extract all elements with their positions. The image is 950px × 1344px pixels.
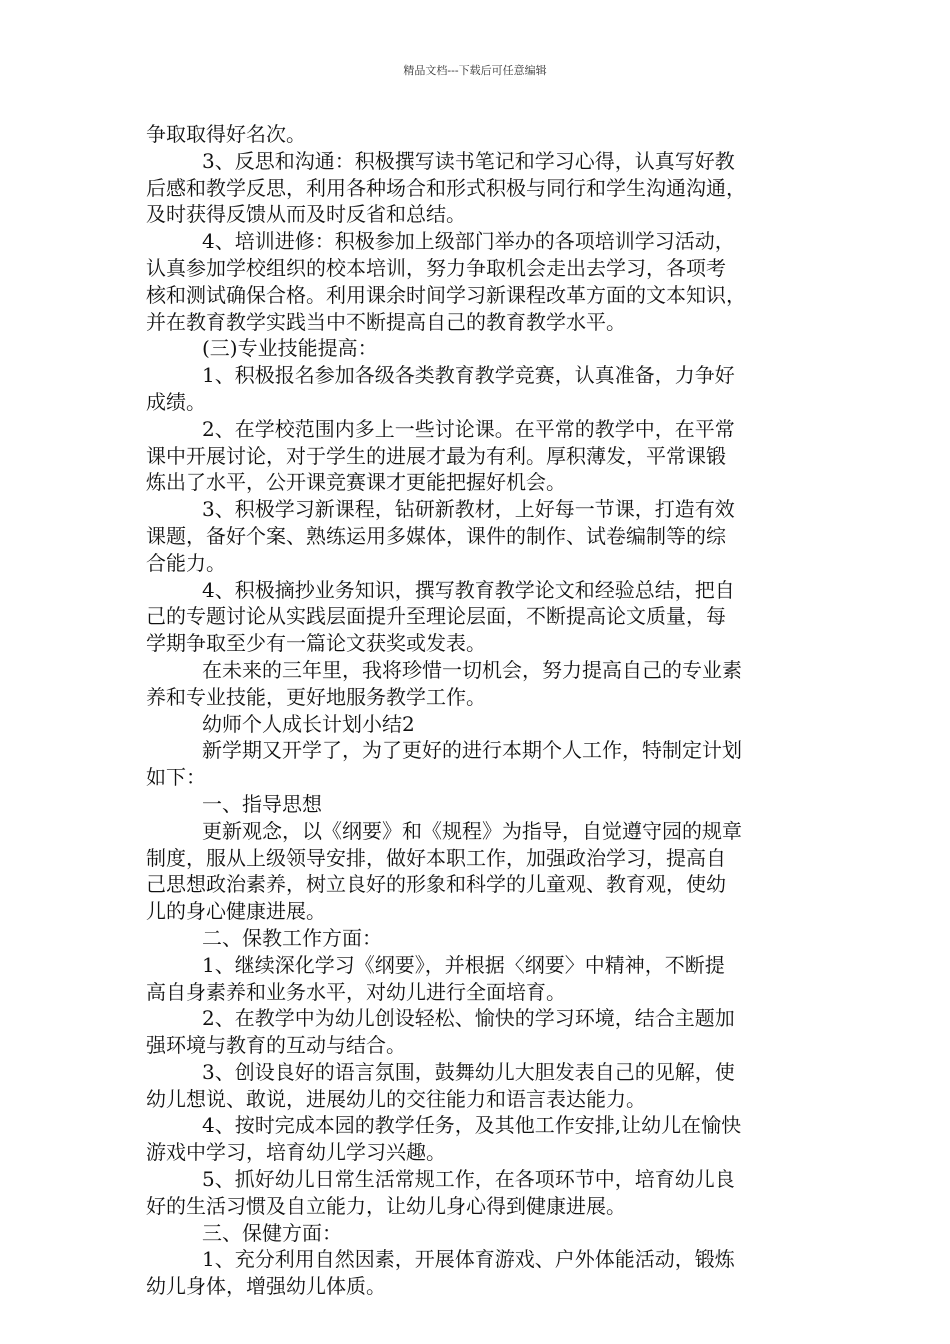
text-line: 2、在学校范围内多上一些讨论课。在平常的教学中，在平常: [202, 416, 735, 441]
text-line: 后感和教学反思，利用各种场合和形式积极与同行和学生沟通沟通，: [146, 175, 746, 200]
text-line: 课题，备好个案、熟练运用多媒体，课件的制作、试卷编制等的综: [146, 523, 726, 548]
text-line: 强环境与教育的互动与结合。: [146, 1033, 406, 1058]
text-line: 儿的身心健康进展。: [146, 899, 326, 924]
page-header: 精品文档---下载后可任意编辑: [403, 64, 547, 77]
text-line: 认真参加学校组织的校本培训，努力争取机会走出去学习，各项考: [146, 255, 726, 280]
text-line: 核和测试确保合格。利用课余时间学习新课程改革方面的文本知识，: [146, 282, 746, 307]
text-line: 三、保健方面：: [202, 1220, 342, 1245]
text-line: 炼出了水平，公开课竞赛课才更能把握好机会。: [146, 470, 566, 495]
text-line: 3、反思和沟通：积极撰写读书笔记和学习心得，认真写好教: [202, 148, 735, 173]
text-line: 4、按时完成本园的教学任务，及其他工作安排,让幼儿在愉快: [202, 1113, 742, 1138]
text-line: 及时获得反馈从而及时反省和总结。: [146, 202, 466, 227]
text-line: 如下：: [146, 765, 206, 790]
document-body: [146, 121, 812, 1300]
text-line: 5、抓好幼儿日常生活常规工作，在各项环节中，培育幼儿良: [202, 1167, 735, 1192]
text-line: 并在教育教学实践当中不断提高自己的教育教学水平。: [146, 309, 626, 334]
text-line: 游戏中学习，培育幼儿学习兴趣。: [146, 1140, 446, 1165]
text-line: 4、积极摘抄业务知识，撰写教育教学论文和经验总结，把自: [202, 577, 735, 602]
text-line: 4、培训进修：积极参加上级部门举办的各项培训学习活动，: [202, 229, 735, 254]
text-line: 一、指导思想: [202, 791, 322, 816]
text-line: 幼师个人成长计划小结2: [202, 711, 415, 736]
text-line: 更新观念，以《纲要》和《规程》为指导，自觉遵守园的规章: [202, 818, 742, 843]
text-line: 学期争取至少有一篇论文获奖或发表。: [146, 631, 486, 656]
text-line: 高自身素养和业务水平，对幼儿进行全面培育。: [146, 979, 566, 1004]
text-line: 二、保教工作方面：: [202, 925, 382, 950]
text-line: 幼儿想说、敢说，进展幼儿的交往能力和语言表达能力。: [146, 1086, 646, 1111]
text-line: 1、充分利用自然因素，开展体育游戏、户外体能活动，锻炼: [202, 1247, 735, 1272]
text-line: 2、在教学中为幼儿创设轻松、愉快的学习环境，结合主题加: [202, 1006, 735, 1031]
text-line: 制度，服从上级领导安排，做好本职工作，加强政治学习，提高自: [146, 845, 726, 870]
text-line: 课中开展讨论，对于学生的进展才最为有利。厚积薄发，平常课锻: [146, 443, 726, 468]
text-line: 幼儿身体，增强幼儿体质。: [146, 1274, 386, 1299]
text-line: 己的专题讨论从实践层面提升至理论层面，不断提高论文质量，每: [146, 604, 726, 629]
text-line: 3、创设良好的语言氛围，鼓舞幼儿大胆发表自己的见解，使: [202, 1059, 735, 1084]
text-line: 己思想政治素养，树立良好的形象和科学的儿童观、教育观，使幼: [146, 872, 726, 897]
text-line: 在未来的三年里，我将珍惜一切机会，努力提高自己的专业素: [202, 657, 742, 682]
text-line: 1、继续深化学习《纲要》，并根据〈纲要〉中精神，不断提: [202, 952, 725, 977]
text-line: 好的生活习惯及自立能力，让幼儿身心得到健康进展。: [146, 1193, 626, 1218]
text-line: (三)专业技能提高：: [202, 336, 378, 361]
text-line: 1、积极报名参加各级各类教育教学竞赛，认真准备，力争好: [202, 363, 735, 388]
text-line: 争取取得好名次。: [146, 122, 306, 146]
text-line: 合能力。: [146, 550, 226, 575]
text-line: 3、积极学习新课程，钻研新教材，上好每一节课，打造有效: [202, 497, 735, 522]
text-line: 成绩。: [146, 389, 206, 414]
text-line: 新学期又开学了，为了更好的进行本期个人工作，特制定计划: [202, 738, 742, 763]
text-line: 养和专业技能，更好地服务教学工作。: [146, 684, 486, 709]
